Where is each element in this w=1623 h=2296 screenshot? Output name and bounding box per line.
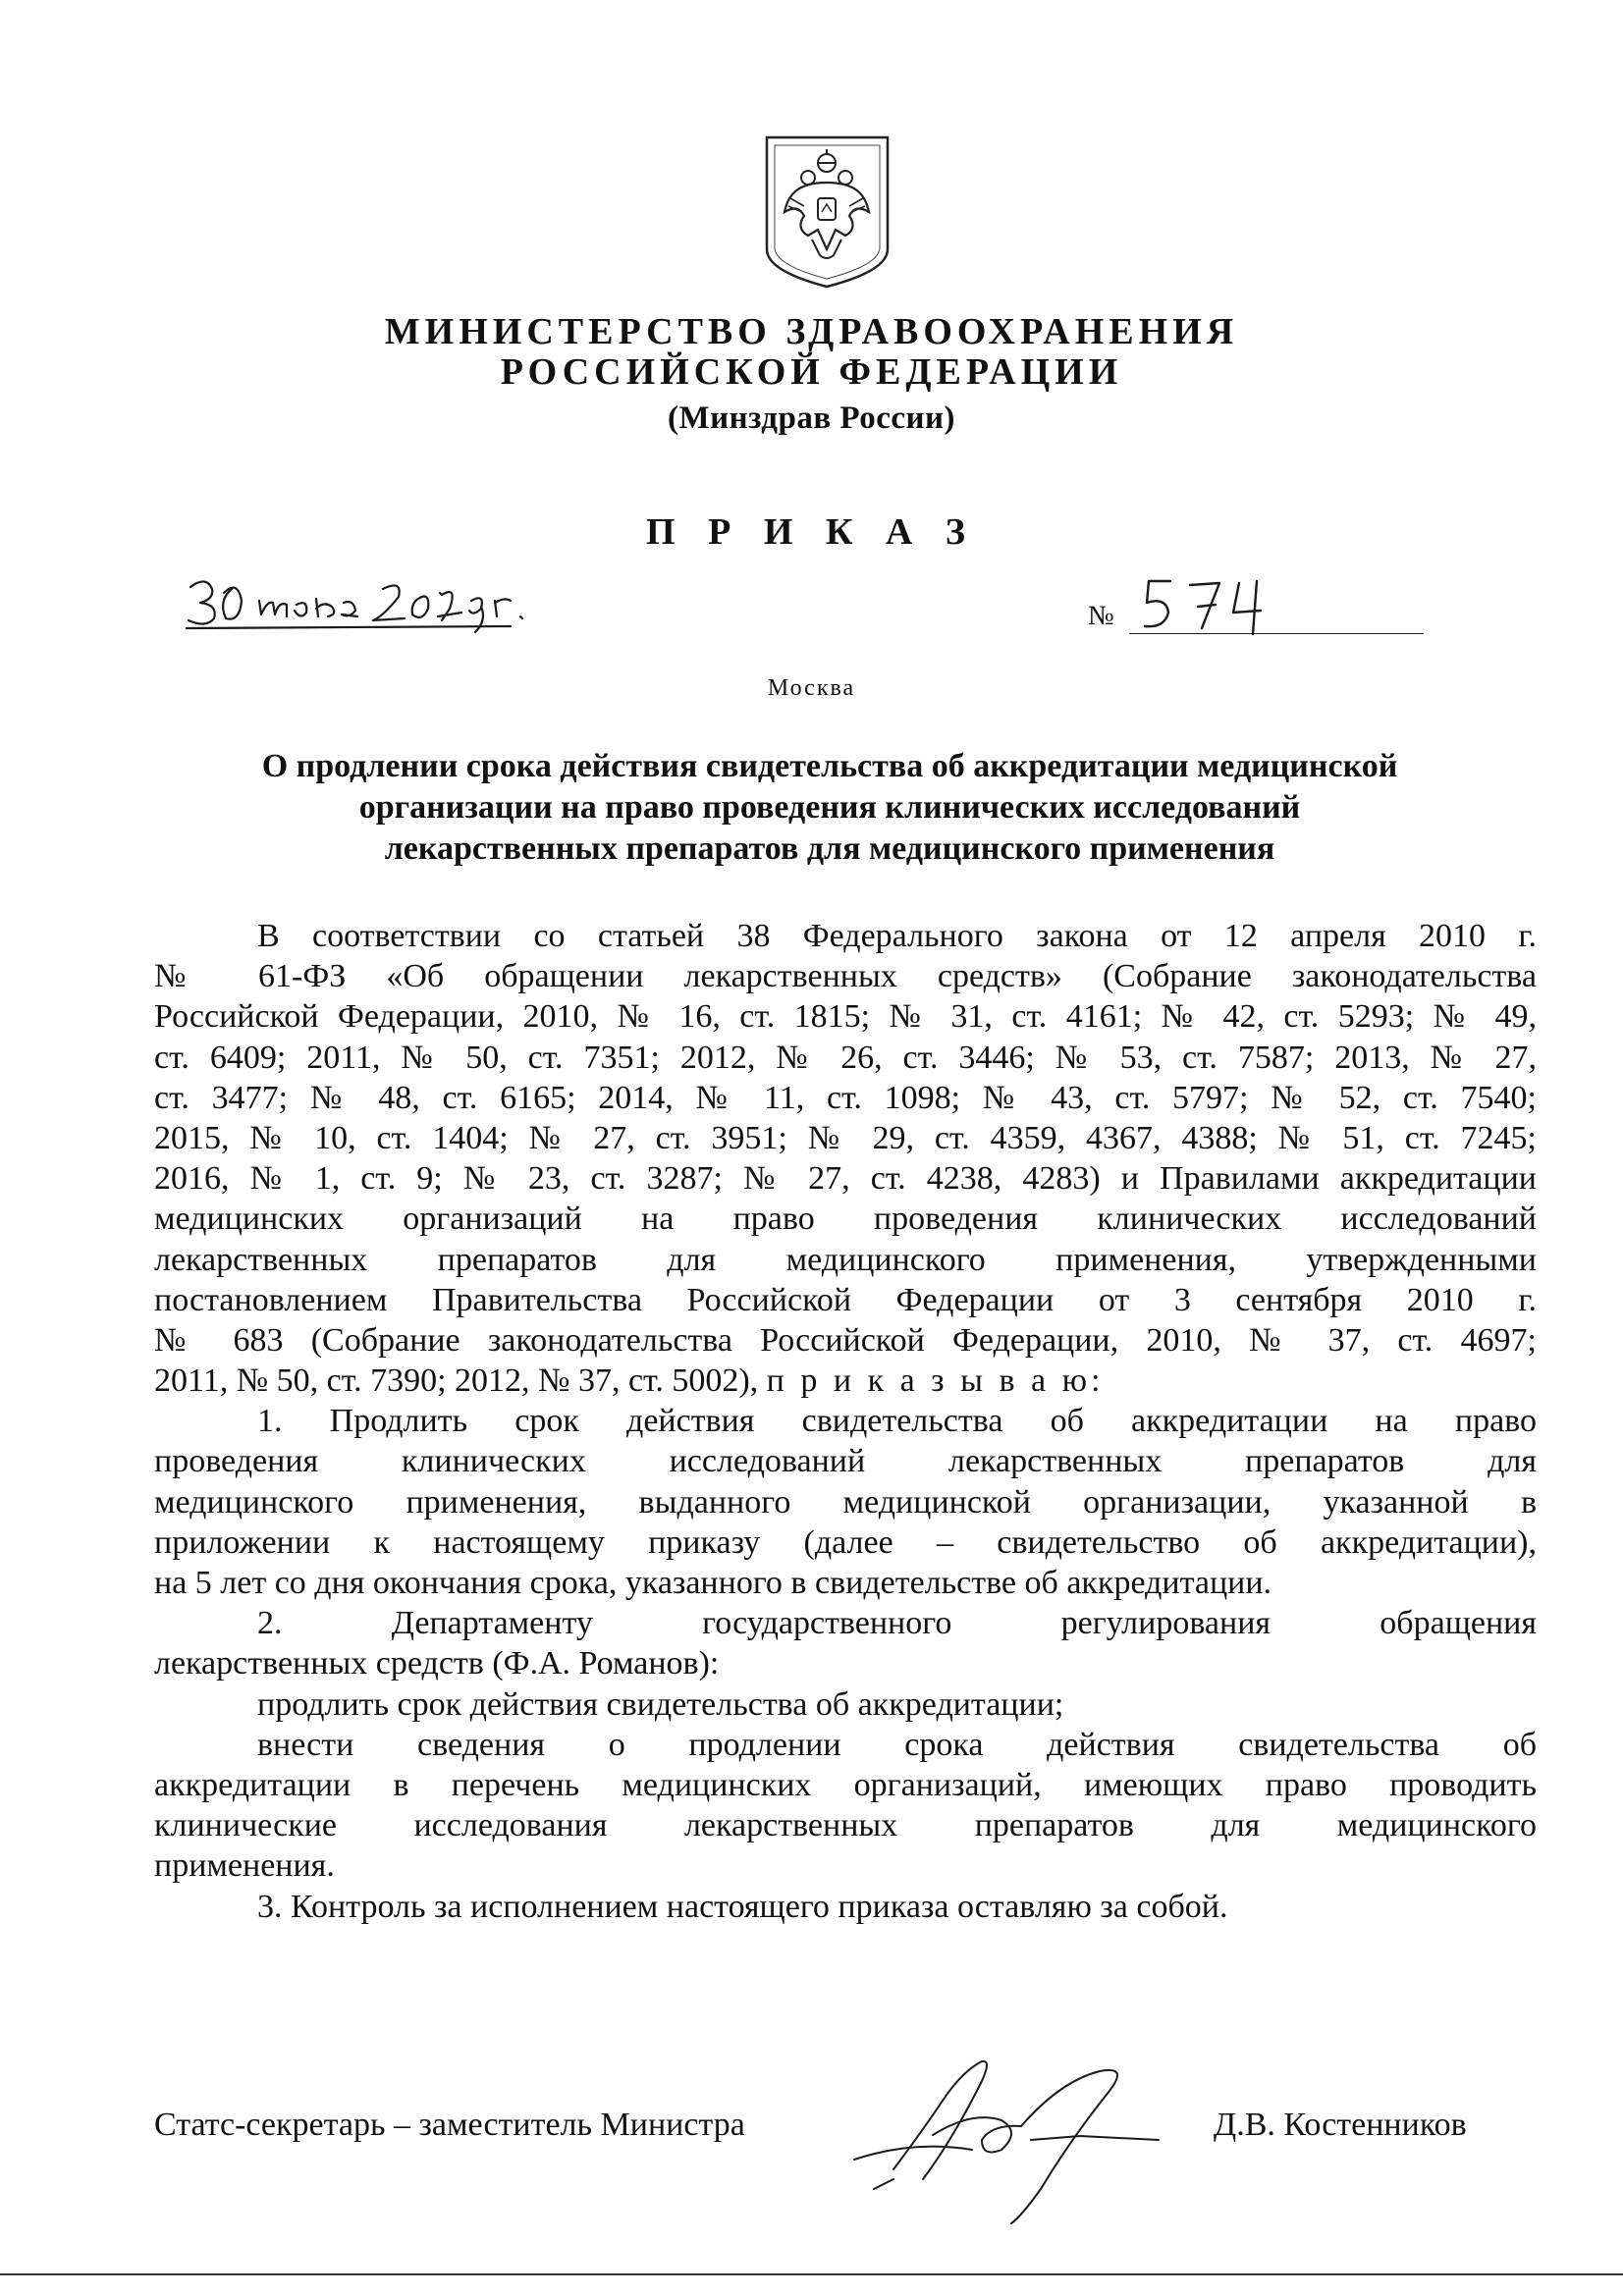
text-line (154, 1361, 1537, 1401)
city-name: Москва (767, 675, 856, 701)
text-line: 2. Департаменту государственного регулирования обращения (257, 1605, 1537, 1642)
text-fragment: 2011, № 50, ст. 7390; 2012, № 37, ст. 5002), (154, 1362, 759, 1400)
text-line: клинические исследования лекарственных препаратов для медицинского (154, 1807, 1537, 1844)
heading-line: лекарственных препаратов для медицинского применения (384, 830, 1275, 867)
text-line: лекарственных препаратов для медицинского применения, утвержденными (154, 1241, 1537, 1278)
text-line: ст. 3477; № 48, ст. 6165; 2014, № 11, ст. 1098; № 43, ст. 5797; № 52, ст. 7540; (154, 1079, 1537, 1116)
ministry-name-line1: МИНИСТЕРСТВО ЗДРАВООХРАНЕНИЯ (384, 311, 1239, 352)
text-line: В соответствии со статьей 38 Федерального закона от 12 апреля 2010 г. (257, 918, 1537, 954)
text-line: ст. 6409; 2011, № 50, ст. 7351; 2012, № 26, ст. 3446; № 53, ст. 7587; 2013, № 27, (154, 1039, 1537, 1076)
handwritten-date (177, 571, 589, 640)
text-line: лекарственных средств (Ф.А. Романов): (154, 1645, 720, 1682)
coat-of-arms-icon (761, 133, 893, 289)
order-number-label: № (1088, 601, 1114, 631)
text-line: на 5 лет со дня окончания срока, указанного в свидетельстве об аккредитации. (154, 1565, 1272, 1601)
text-line: № 61-ФЗ «Об обращении лекарственных средств» (Собрание законодательства (154, 958, 1537, 995)
text-line: приложении к настоящему приказу (далее – свидетельство об аккредитации), (154, 1523, 1537, 1561)
document-heading (147, 746, 1512, 870)
signer-name: Д.В. Костенников (1214, 2107, 1467, 2143)
handwritten-order-number (1137, 569, 1284, 638)
signer-position: Статс-секретарь – заместитель Министра (154, 2107, 745, 2143)
bottom-rule (0, 2273, 1623, 2275)
text-line: аккредитации в перечень медицинских организаций, имеющих право проводить (154, 1766, 1537, 1803)
heading-line: О продлении срока действия свидетельства об аккредитации медицинской (261, 748, 1398, 784)
text-line: 3. Контроль за исполнением настоящего приказа оставляю за собой. (257, 1888, 1228, 1925)
text-line: 2015, № 10, ст. 1404; № 27, ст. 3951; № 29, ст. 4359, 4367, 4388; № 51, ст. 7245; (154, 1119, 1537, 1156)
text-line: № 683 (Собрание законодательства Российской Федерации, 2010, № 37, ст. 4697; (154, 1321, 1537, 1359)
order-verb: п р и к а з ы в а ю: (766, 1362, 1105, 1400)
text-line: 1. Продлить срок действия свидетельства об аккредитации на право (257, 1403, 1537, 1440)
text-line: применения. (154, 1847, 335, 1885)
text-line: проведения клинических исследований лекарственных препаратов для (154, 1443, 1537, 1480)
text-line: 2016, № 1, ст. 9; № 23, ст. 3287; № 27, ст. 4238, 4283) и Правилами аккредитации (154, 1160, 1537, 1198)
text-line: продлить срок действия свидетельства об аккредитации; (257, 1685, 1064, 1723)
document-body (154, 916, 1537, 1927)
text-line: медицинского применения, выданного медицинской организации, указанной в (154, 1483, 1537, 1521)
text-line: постановлением Правительства Российской Федерации от 3 сентября 2010 г. (154, 1281, 1537, 1318)
handwritten-signature (835, 2042, 1188, 2228)
ministry-short-name: (Минздрав России) (667, 400, 956, 436)
document-type-title: П Р И К А З (646, 511, 977, 553)
text-line: медицинских организаций на право проведения клинических исследований (154, 1201, 1537, 1238)
heading-line: организации на право проведения клинических исследований (358, 789, 1301, 826)
ministry-name-line2: РОССИЙСКОЙ ФЕДЕРАЦИИ (500, 351, 1123, 393)
text-line: Российской Федерации, 2010, № 16, ст. 1815; № 31, ст. 4161; № 42, ст. 5293; № 49, (154, 998, 1537, 1036)
text-line: внести сведения о продлении срока действия свидетельства об (257, 1726, 1537, 1763)
